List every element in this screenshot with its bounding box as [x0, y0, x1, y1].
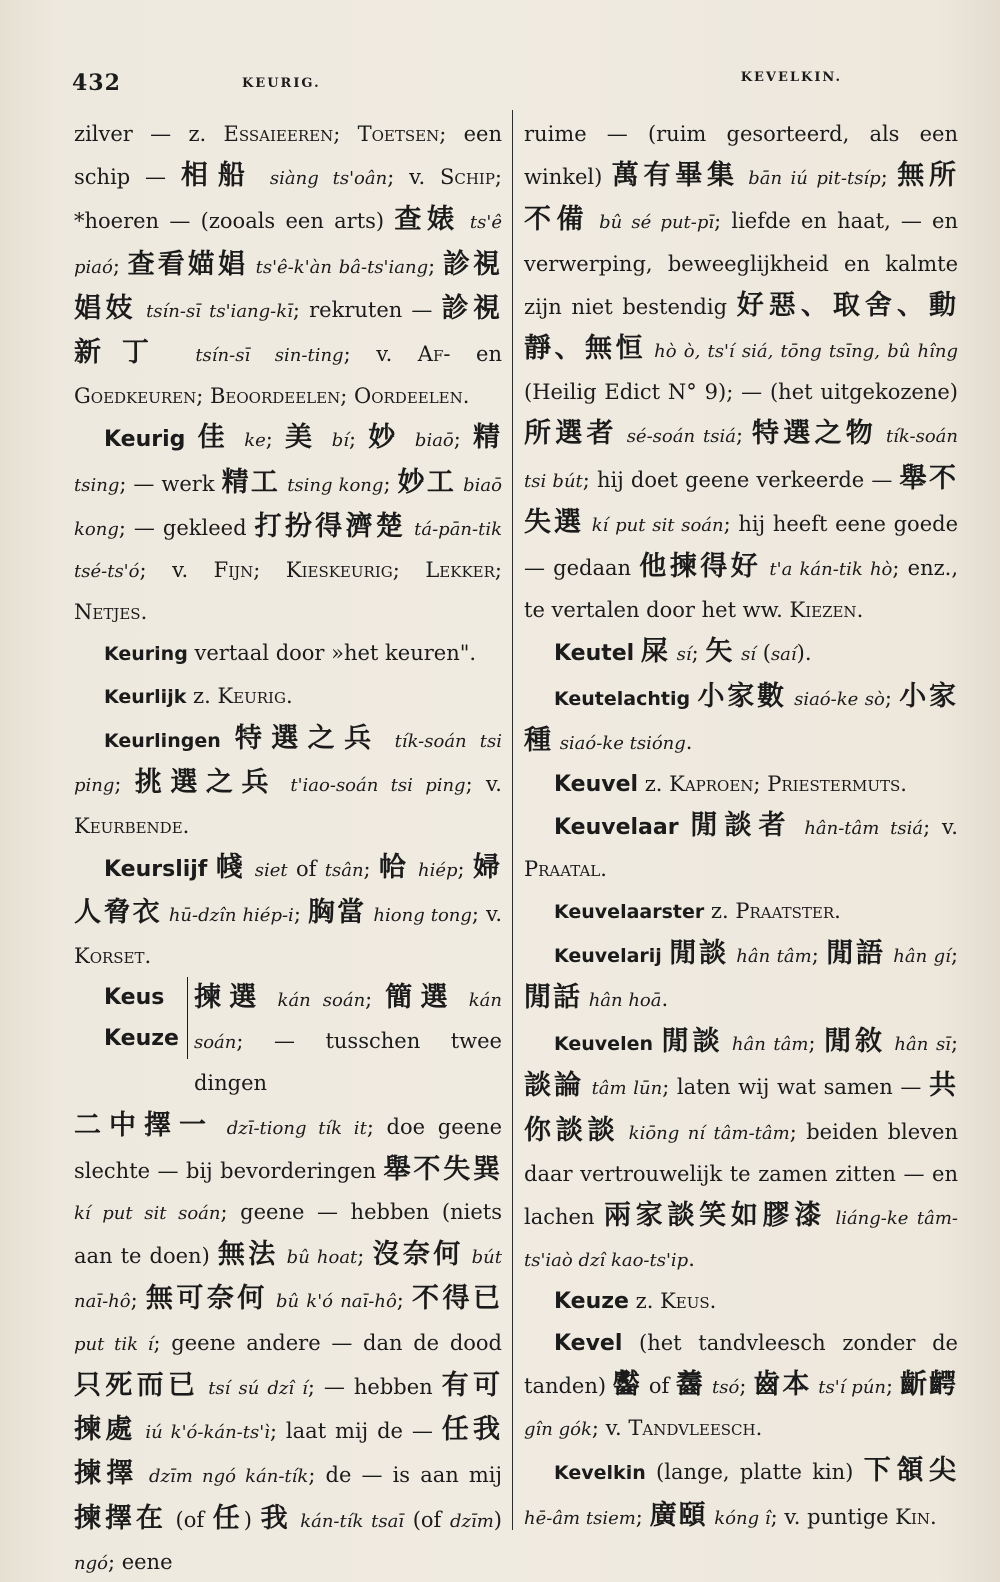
- cross-reference: Af: [417, 342, 444, 367]
- text: ;: [265, 427, 286, 452]
- chinese-characters: 查看媌娼: [127, 248, 248, 280]
- chinese-characters: 萬有畢集: [611, 160, 739, 192]
- text: ;: [357, 1244, 373, 1269]
- chinese-characters: 無可奈何: [145, 1283, 268, 1315]
- text: (het tandvleesch zonder de tanden): [524, 1330, 958, 1398]
- text: ;: [340, 384, 354, 409]
- romanization: tsân: [324, 860, 364, 882]
- text: ;: [365, 987, 386, 1012]
- romanization: bút naī-hô: [74, 1247, 502, 1313]
- cross-reference: Toetsen: [357, 122, 440, 146]
- text: (lange, platte kin): [645, 1460, 864, 1485]
- text: ; — tusschen twee dingen: [193, 1029, 502, 1096]
- chinese-characters: 齾: [612, 1368, 643, 1400]
- romanization: hân tâm: [736, 945, 812, 967]
- chinese-characters: 閒語: [826, 937, 886, 969]
- text: .: [462, 384, 470, 409]
- entry-keutel: [524, 631, 958, 675]
- text: ;: [130, 1288, 146, 1313]
- chinese-characters: 下頷尖: [863, 1455, 958, 1487]
- romanization: dzī-tiong tík it: [226, 1117, 367, 1139]
- right-column: [524, 114, 958, 1539]
- chinese-characters: 談論: [524, 1070, 584, 1102]
- text: ;: [753, 772, 768, 797]
- headword: Keuvelaarster: [554, 900, 705, 923]
- text: ; hij heeft eene goede — gedaan: [524, 511, 958, 581]
- headword: Keuvel: [554, 772, 639, 798]
- romanization: hân sī: [894, 1034, 951, 1056]
- cross-reference: Kaproen: [669, 772, 754, 797]
- romanization: ts'ê piaó: [74, 212, 502, 278]
- chinese-characters: 無所不備: [524, 160, 958, 236]
- romanization: hē-âm tsiem: [524, 1507, 636, 1529]
- keus-headwords: [74, 977, 188, 1059]
- cross-reference: Oordeelen: [353, 384, 463, 409]
- chinese-characters: 他揀得好: [639, 551, 762, 583]
- romanization: dzīm ngó kán-tík: [149, 1466, 309, 1488]
- romanization: siaó-ke tsióng: [559, 732, 686, 754]
- text: ;: [383, 471, 398, 496]
- entry-continuation: [74, 114, 502, 417]
- romanization: sí: [741, 644, 757, 666]
- romanization: kán-tík tsaī: [300, 1510, 405, 1532]
- chinese-characters: 婦人脅衣: [74, 852, 502, 928]
- cross-reference: Praatster: [735, 898, 835, 923]
- chinese-characters: 妙工: [397, 466, 457, 498]
- text: ; v.: [343, 342, 418, 367]
- headword: Kevelkin: [554, 1462, 646, 1485]
- text: ;: [196, 384, 210, 409]
- text: vertaal door »het keuren".: [187, 641, 477, 666]
- text: .: [144, 943, 152, 968]
- entry-keurig: [74, 417, 502, 633]
- text: ; liefde en haat, — en verwerping, beweeglijkheid en kalmte zijn niet bestendig: [524, 209, 958, 319]
- headword: Keuze: [104, 1026, 179, 1052]
- chinese-characters: 舉不失選: [524, 462, 959, 538]
- romanization: tík-soán tsi ping: [74, 730, 502, 797]
- chinese-characters: 任: [212, 1502, 244, 1534]
- text: ;: [950, 1031, 959, 1056]
- cross-reference: Keus: [660, 1289, 710, 1314]
- romanization: hân tâm: [731, 1034, 809, 1056]
- romanization: biaō: [414, 430, 454, 452]
- entry-kevelkin: [524, 1450, 958, 1538]
- chinese-characters: 挑選之兵: [134, 767, 278, 799]
- text: ruime — (ruim gesorteerd, als een winkel): [524, 122, 958, 190]
- romanization: bû hoat: [286, 1247, 358, 1269]
- entry-keus: [74, 977, 502, 1105]
- text: (of: [166, 1507, 213, 1532]
- cross-reference: Kieskeurig: [285, 558, 393, 583]
- text: ; doe geene slechte — bij bevorderingen: [74, 1114, 502, 1183]
- text: ; laat mij de —: [269, 1419, 442, 1444]
- text: .: [661, 987, 669, 1012]
- text: .: [688, 1247, 695, 1272]
- chinese-characters: 屎: [640, 636, 670, 668]
- chinese-characters: 閒話: [524, 982, 582, 1014]
- entry-keurslijf: [74, 847, 502, 977]
- text: ;: [396, 1288, 413, 1313]
- romanization: hiong tong: [373, 904, 472, 926]
- text: .: [856, 598, 864, 623]
- chinese-characters: 精: [473, 422, 503, 454]
- text: ; v.: [471, 901, 503, 926]
- text: ; v.: [139, 558, 214, 583]
- chinese-characters: 所選者: [524, 418, 618, 450]
- cross-reference: Lekker: [425, 558, 495, 583]
- text: ;: [811, 942, 827, 967]
- romanization: ke: [244, 430, 266, 452]
- text: .: [930, 1504, 937, 1529]
- chinese-characters: 診視新丁: [74, 292, 503, 369]
- text: ;: [112, 253, 128, 278]
- text: - en: [443, 342, 502, 367]
- chinese-characters: 妙: [368, 422, 403, 454]
- romanization: sí: [676, 644, 692, 666]
- entry-keutelachtig: [524, 676, 958, 764]
- romanization: saí: [770, 644, 797, 666]
- chinese-characters: 閒談: [661, 1026, 724, 1058]
- romanization: t'a kán-tik hò: [769, 559, 893, 581]
- chinese-characters: 齹: [676, 1368, 706, 1400]
- cross-reference: Tandvleesch: [628, 1416, 756, 1441]
- romanization: t'iao-soán tsi ping: [290, 775, 466, 797]
- chinese-characters: 簡選: [385, 982, 456, 1014]
- headword: Keuvelaar: [554, 815, 679, 841]
- text: of: [287, 857, 325, 882]
- text: ; — hebben: [307, 1374, 442, 1399]
- headword: Keutel: [554, 641, 635, 667]
- text: ; v.: [465, 772, 502, 797]
- romanization: kóng î: [714, 1507, 771, 1529]
- entry-keuvelaar: [524, 805, 958, 890]
- text: ): [243, 1507, 261, 1532]
- chinese-characters: 閒談者: [690, 810, 793, 842]
- page-number: 432: [72, 70, 121, 96]
- headword: Keuring: [104, 643, 188, 666]
- romanization: bān iú pit-tsíp: [748, 168, 881, 190]
- text: ): [493, 1507, 502, 1532]
- romanization: ts'í pún: [818, 1376, 887, 1398]
- romanization: tsí sú dzî í: [208, 1377, 308, 1399]
- text: ).: [796, 641, 812, 666]
- column-divider: [512, 110, 513, 1530]
- text: .: [285, 683, 293, 708]
- chinese-characters: 好惡、取舍、動靜、無恒: [524, 289, 959, 365]
- text: (of: [404, 1507, 450, 1532]
- text: ; v. puntige: [770, 1504, 896, 1529]
- text: ;: [884, 685, 900, 710]
- text: z.: [186, 683, 218, 708]
- romanization: dzīm: [449, 1510, 494, 1532]
- entry-keus-continuation-right: [524, 114, 958, 631]
- text: ;: [349, 427, 369, 452]
- entry-keuvelarij: [524, 933, 958, 1021]
- chinese-characters: 相船: [180, 160, 256, 192]
- text: (Heilig Edict N° 9); — (het uitgekozene): [524, 380, 958, 405]
- chinese-characters: 揀選: [193, 982, 265, 1014]
- chinese-characters: 矢: [705, 636, 735, 668]
- chinese-characters: 美: [285, 422, 320, 454]
- text: ;: [253, 558, 286, 583]
- cross-reference: Essaieeren: [223, 122, 334, 146]
- romanization: hân-tâm tsiá: [804, 818, 924, 840]
- chinese-characters: 閒敘: [824, 1026, 886, 1058]
- chinese-characters: 齒本: [753, 1368, 812, 1400]
- chinese-characters: 舉不失巽: [383, 1153, 502, 1185]
- chinese-characters: 小家數: [697, 680, 787, 712]
- text: ; geene andere — dan de dood: [153, 1330, 502, 1355]
- headword: Keurlingen: [104, 729, 221, 752]
- cross-reference: Schip: [439, 165, 495, 190]
- text: z.: [628, 1289, 661, 1314]
- chinese-characters: 沒奈何: [372, 1239, 464, 1271]
- chinese-characters: 特選之兵: [234, 722, 381, 754]
- cross-reference: Keurbende: [74, 814, 183, 839]
- romanization: hiép: [417, 860, 458, 882]
- text: ;: [363, 857, 379, 882]
- chinese-characters: 兩家談笑如膠漆: [603, 1200, 827, 1232]
- text: .: [140, 600, 148, 625]
- romanization: siàng ts'oân: [269, 168, 388, 190]
- cross-reference: Kiezen: [789, 598, 857, 623]
- romanization: biaō kong: [74, 474, 502, 540]
- text: ; eene: [107, 1549, 173, 1574]
- text: ;: [114, 772, 135, 797]
- chinese-characters: 診視娼妓: [74, 248, 502, 324]
- text: ;: [494, 558, 502, 583]
- entry-keuvelen: [524, 1021, 958, 1281]
- entry-keus-continuation: [74, 1105, 502, 1582]
- romanization: bû sé put-pī: [599, 212, 715, 234]
- text: (: [756, 641, 771, 666]
- entry-keuvel: [524, 764, 958, 805]
- romanization: tsó: [712, 1376, 740, 1398]
- running-head-right: KEVELKIN.: [740, 70, 842, 85]
- chinese-characters: 有可揀處: [74, 1369, 502, 1446]
- romanization: siet: [254, 860, 288, 882]
- chinese-characters: 無法: [217, 1239, 279, 1271]
- text: ;: [635, 1504, 650, 1529]
- romanization: hân gí: [893, 945, 951, 967]
- text: ; geene — hebben (niets aan te doen): [74, 1200, 502, 1269]
- cross-reference: Goedkeuren: [74, 384, 197, 409]
- text: .: [182, 814, 190, 839]
- chinese-characters: 閒談: [669, 937, 729, 969]
- text: .: [755, 1416, 763, 1441]
- entry-keuring: [74, 633, 502, 675]
- chinese-characters: 胸當: [307, 896, 367, 928]
- cross-reference: Keurig: [217, 683, 286, 708]
- romanization: bí: [331, 430, 349, 452]
- text: ; — gekleed: [118, 515, 255, 540]
- romanization: ngó: [74, 1552, 108, 1574]
- headword: Keurig: [104, 427, 186, 453]
- romanization: tsín-sī ts'iang-kī: [146, 300, 293, 322]
- chinese-characters: 揀擇在: [74, 1502, 167, 1534]
- text: ;: [880, 165, 898, 190]
- text: ;: [392, 558, 426, 583]
- text: ;: [736, 423, 752, 448]
- text: ; v.: [591, 1416, 629, 1441]
- chinese-characters: 任我揀擇: [74, 1414, 502, 1490]
- chinese-characters: 只死而已: [74, 1369, 200, 1401]
- romanization: tâm lūn: [591, 1078, 663, 1100]
- romanization: bû k'ó naī-hô: [275, 1291, 397, 1313]
- text: .: [709, 1289, 717, 1314]
- chinese-characters: 精工: [221, 466, 281, 498]
- romanization: kí put sit soán: [74, 1203, 221, 1225]
- romanization: tsín-sī sin-ting: [195, 345, 344, 367]
- romanization: siaó-ke sò: [794, 688, 885, 710]
- text: ; laten wij wat samen —: [662, 1075, 930, 1100]
- chinese-characters: 齗齶: [899, 1368, 959, 1400]
- romanization: liáng-ke tâm-ts'iaò dzî kao-ts'ip: [524, 1208, 959, 1272]
- text: zilver — z.: [74, 122, 224, 146]
- text: ;: [457, 857, 473, 882]
- text: ; — werk: [119, 471, 222, 496]
- text: ;: [950, 942, 959, 967]
- text: ;: [691, 641, 706, 666]
- text: .: [685, 729, 693, 754]
- cross-reference: Korset: [74, 943, 145, 968]
- cross-reference: Kin: [895, 1504, 931, 1529]
- keus-definition-start: [188, 977, 502, 1105]
- text: ; *hoeren — (zooals een arts): [74, 165, 502, 234]
- cross-reference: Priestermuts: [767, 772, 901, 797]
- chinese-characters: 廣頤: [649, 1499, 708, 1531]
- text: ;: [333, 122, 358, 146]
- chinese-characters: 打扮得濟楚: [254, 510, 407, 542]
- headword: Keurlijk: [104, 685, 187, 708]
- headword: Keuvelen: [554, 1033, 653, 1056]
- text: ;: [428, 253, 443, 278]
- text: .: [600, 857, 607, 882]
- entry-keurlijk: [74, 676, 502, 718]
- chinese-characters: 不得已: [412, 1283, 503, 1315]
- romanization: iú k'ó-kán-ts'ì: [145, 1422, 270, 1444]
- running-head-left: KEURIG.: [242, 76, 321, 91]
- page-header: [72, 70, 962, 98]
- left-column: [74, 114, 502, 1582]
- text: ;: [739, 1373, 754, 1398]
- text: ; v.: [923, 815, 958, 840]
- romanization: tá-pān-tik tsé-ts'ó: [74, 518, 502, 583]
- text: z.: [638, 772, 670, 797]
- entry-keuvelaarster: [524, 891, 958, 933]
- romanization: kán soán: [193, 990, 502, 1054]
- headword: Keutelachtig: [554, 687, 691, 710]
- cross-reference: Fijn: [213, 558, 254, 583]
- text: ; hij doet geene verkeerde —: [582, 467, 900, 492]
- text: ; enz., te vertalen door het ww.: [524, 556, 959, 623]
- entry-keurlingen: [74, 718, 502, 848]
- cross-reference: Netjes: [74, 600, 141, 625]
- entry-keuze: [524, 1281, 958, 1322]
- headword: Keurslijf: [104, 857, 208, 883]
- text: ; beiden bleven daar vertrouwelijk te zamen zitten — en lachen: [524, 1119, 958, 1230]
- text: of: [642, 1373, 677, 1398]
- romanization: kí put sit soán: [591, 514, 724, 536]
- chinese-characters: 共你談談: [524, 1070, 959, 1146]
- romanization: kán soán: [277, 990, 366, 1012]
- text: ;: [453, 427, 474, 452]
- chinese-characters: 帴: [215, 852, 247, 884]
- cross-reference: Beoordeelen: [209, 384, 341, 409]
- romanization: put tik í: [74, 1333, 154, 1355]
- text: .: [834, 898, 841, 923]
- text: ;: [886, 1373, 900, 1398]
- text: .: [900, 772, 907, 797]
- text: ;: [808, 1031, 825, 1056]
- text: ; rekruten —: [292, 297, 442, 322]
- chinese-characters: 二中擇一: [74, 1109, 214, 1141]
- chinese-characters: 我: [260, 1502, 292, 1534]
- text: z.: [704, 898, 736, 923]
- romanization: tík-soán tsi bút: [524, 426, 958, 492]
- headword: Keuvelarij: [554, 944, 662, 967]
- chinese-characters: 帢: [378, 852, 410, 884]
- cross-reference: Praatal: [524, 857, 601, 882]
- chinese-characters: 佳: [197, 422, 233, 454]
- chinese-characters: 小家種: [524, 680, 959, 756]
- headword: Keuze: [554, 1289, 629, 1315]
- text: ;: [293, 901, 308, 926]
- headword: Kevel: [554, 1330, 623, 1356]
- text: ; een schip —: [74, 122, 502, 190]
- text: ; de — is aan mij: [308, 1463, 503, 1488]
- romanization: hân hoā: [588, 990, 662, 1012]
- chinese-characters: 查婊: [394, 204, 460, 236]
- romanization: ts'ê-k'àn bâ-ts'iang: [255, 256, 429, 278]
- romanization: gîn gók: [524, 1419, 592, 1441]
- romanization: tsing kong: [287, 474, 384, 496]
- headword: Keus: [104, 985, 165, 1011]
- romanization: hò ò, ts'í siá, tōng tsīng, bû hîng: [654, 341, 958, 363]
- chinese-characters: 特選之物: [752, 418, 877, 450]
- romanization: kiōng ní tâm-tâm: [628, 1122, 790, 1144]
- text: ; v.: [387, 165, 440, 190]
- romanization: sé-soán tsiá: [626, 426, 736, 448]
- romanization: tsing: [74, 474, 120, 496]
- entry-kevel: [524, 1323, 958, 1451]
- romanization: hū-dzîn hiép-i: [168, 904, 294, 926]
